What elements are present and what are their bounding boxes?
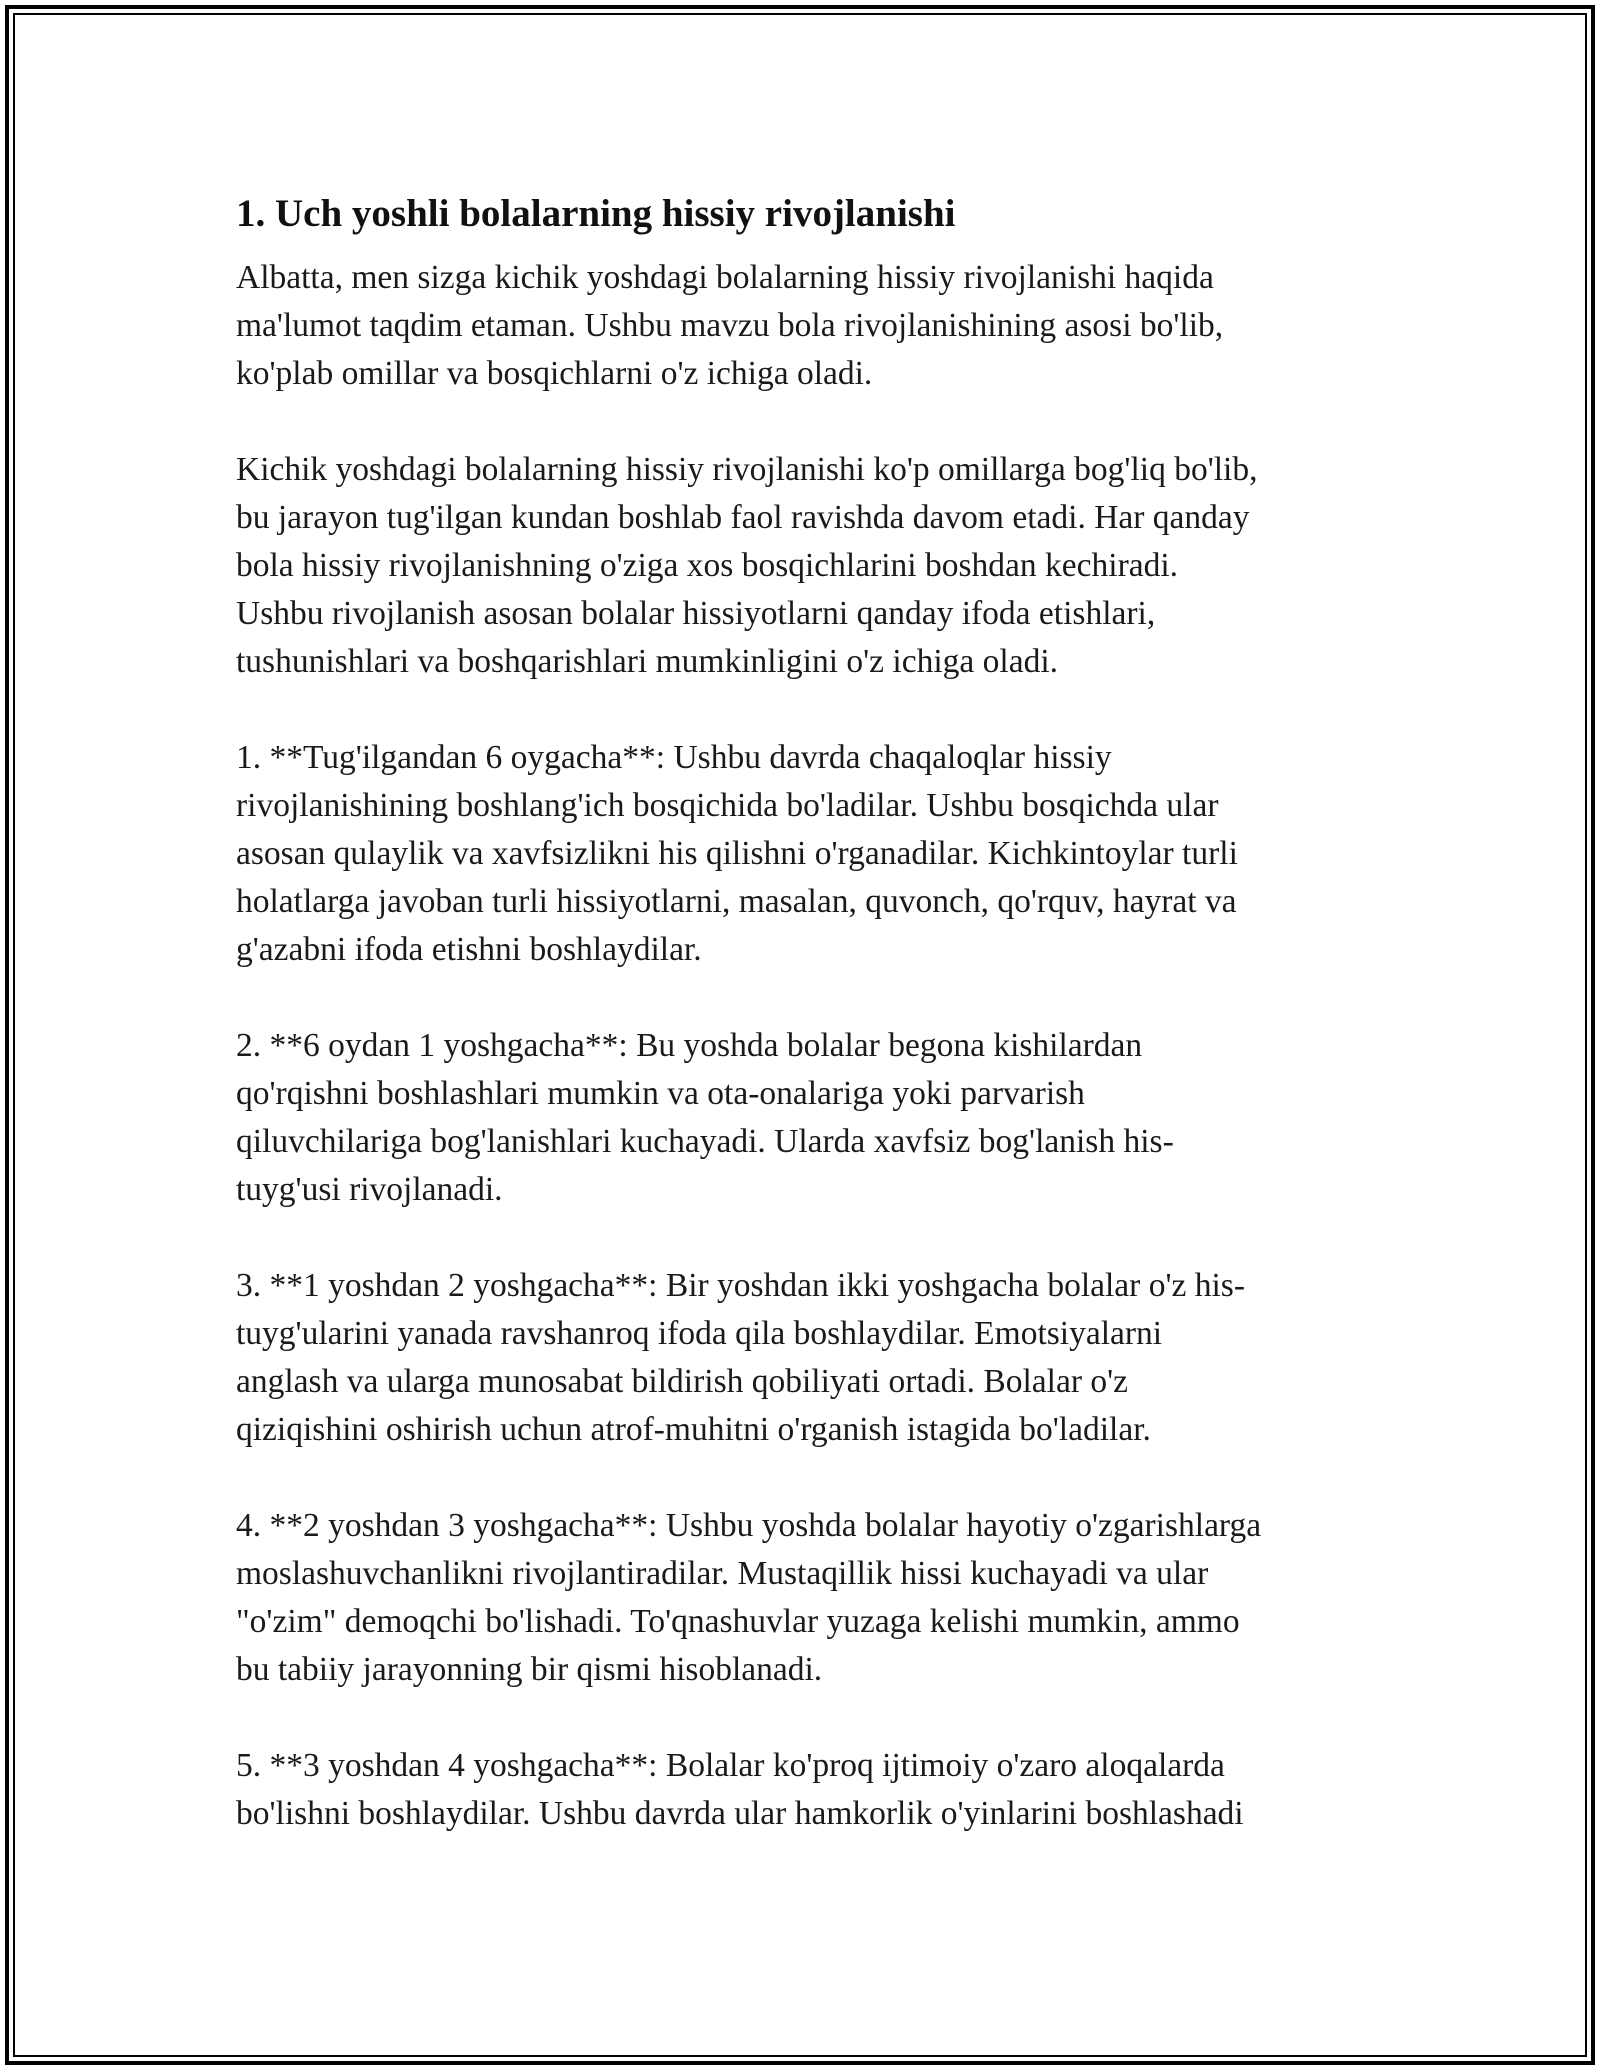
text-line: 4. **2 yoshdan 3 yoshgacha**: Ushbu yoshda bolalar hayotiy o'zgarishlarga — [236, 1507, 1262, 1544]
text-line: Ushbu rivojlanish asosan bolalar hissiyotlarni qanday ifoda etishlari, — [236, 595, 1156, 632]
text-line: 5. **3 yoshdan 4 yoshgacha**: Bolalar ko'proq ijtimoiy o'zaro aloqalarda — [236, 1747, 1225, 1784]
document-body — [236, 186, 1376, 1886]
stage-paragraph-2 — [236, 1022, 1376, 1214]
text-line: g'azabni ifoda etishni boshlaydilar. — [236, 931, 702, 968]
intro-paragraph — [236, 254, 1376, 398]
text-line: holatlarga javoban turli hissiyotlarni, masalan, quvonch, qo'rquv, hayrat va — [236, 883, 1237, 920]
text-line: bu jarayon tug'ilgan kundan boshlab faol ravishda davom etadi. Har qanday — [236, 499, 1250, 536]
text-line: "o'zim" demoqchi bo'lishadi. To'qnashuvlar yuzaga kelishi mumkin, ammo — [236, 1603, 1240, 1640]
text-line: bola hissiy rivojlanishning o'ziga xos bosqichlarini boshdan kechiradi. — [236, 547, 1179, 584]
stage-paragraph-3 — [236, 1262, 1376, 1454]
text-line: anglash va ularga munosabat bildirish qobiliyati ortadi. Bolalar o'z — [236, 1363, 1129, 1400]
text-line: 1. **Tug'ilgandan 6 oygacha**: Ushbu davrda chaqaloqlar hissiy — [236, 739, 1112, 776]
text-line: bo'lishni boshlaydilar. Ushbu davrda ular hamkorlik o'yinlarini boshlashadi — [236, 1795, 1244, 1832]
text-line: ko'plab omillar va bosqichlarni o'z ichiga oladi. — [236, 355, 873, 392]
text-line: qo'rqishni boshlashlari mumkin va ota-onalariga yoki parvarish — [236, 1075, 1085, 1112]
text-line: moslashuvchanlikni rivojlantiradilar. Mustaqillik hissi kuchayadi va ular — [236, 1555, 1209, 1592]
stage-paragraph-4 — [236, 1502, 1376, 1694]
text-line: 2. **6 oydan 1 yoshgacha**: Bu yoshda bolalar begona kishilardan — [236, 1027, 1143, 1064]
stage-paragraph-5 — [236, 1742, 1376, 1838]
text-line: tuyg'usi rivojlanadi. — [236, 1171, 503, 1208]
text-line: rivojlanishining boshlang'ich bosqichida bo'ladilar. Ushbu bosqichda ular — [236, 787, 1219, 824]
text-line: qiluvchilariga bog'lanishlari kuchayadi. Ularda xavfsiz bog'lanish his- — [236, 1123, 1174, 1160]
text-line: tuyg'ularini yanada ravshanroq ifoda qila boshlaydilar. Emotsiyalarni — [236, 1315, 1163, 1352]
text-line: tushunishlari va boshqarishlari mumkinligini o'z ichiga oladi. — [236, 643, 1059, 680]
text-line: bu tabiiy jarayonning bir qismi hisoblanadi. — [236, 1651, 823, 1688]
text-line: 3. **1 yoshdan 2 yoshgacha**: Bir yoshdan ikki yoshgacha bolalar o'z his- — [236, 1267, 1245, 1304]
text-line: asosan qulaylik va xavfsizlikni his qilishni o'rganadilar. Kichkintoylar turli — [236, 835, 1238, 872]
text-line: Kichik yoshdagi bolalarning hissiy rivojlanishi ko'p omillarga bog'liq bo'lib, — [236, 451, 1258, 488]
stage-paragraph-1 — [236, 734, 1376, 974]
text-line: ma'lumot taqdim etaman. Ushbu mavzu bola rivojlanishining asosi bo'lib, — [236, 307, 1224, 344]
text-line: qiziqishini oshirish uchun atrof-muhitni o'rganish istagida bo'ladilar. — [236, 1411, 1151, 1448]
overview-paragraph — [236, 446, 1376, 686]
text-line: Albatta, men sizga kichik yoshdagi bolalarning hissiy rivojlanishi haqida — [236, 259, 1214, 296]
section-title: 1. Uch yoshli bolalarning hissiy rivojlanishi — [236, 192, 956, 235]
